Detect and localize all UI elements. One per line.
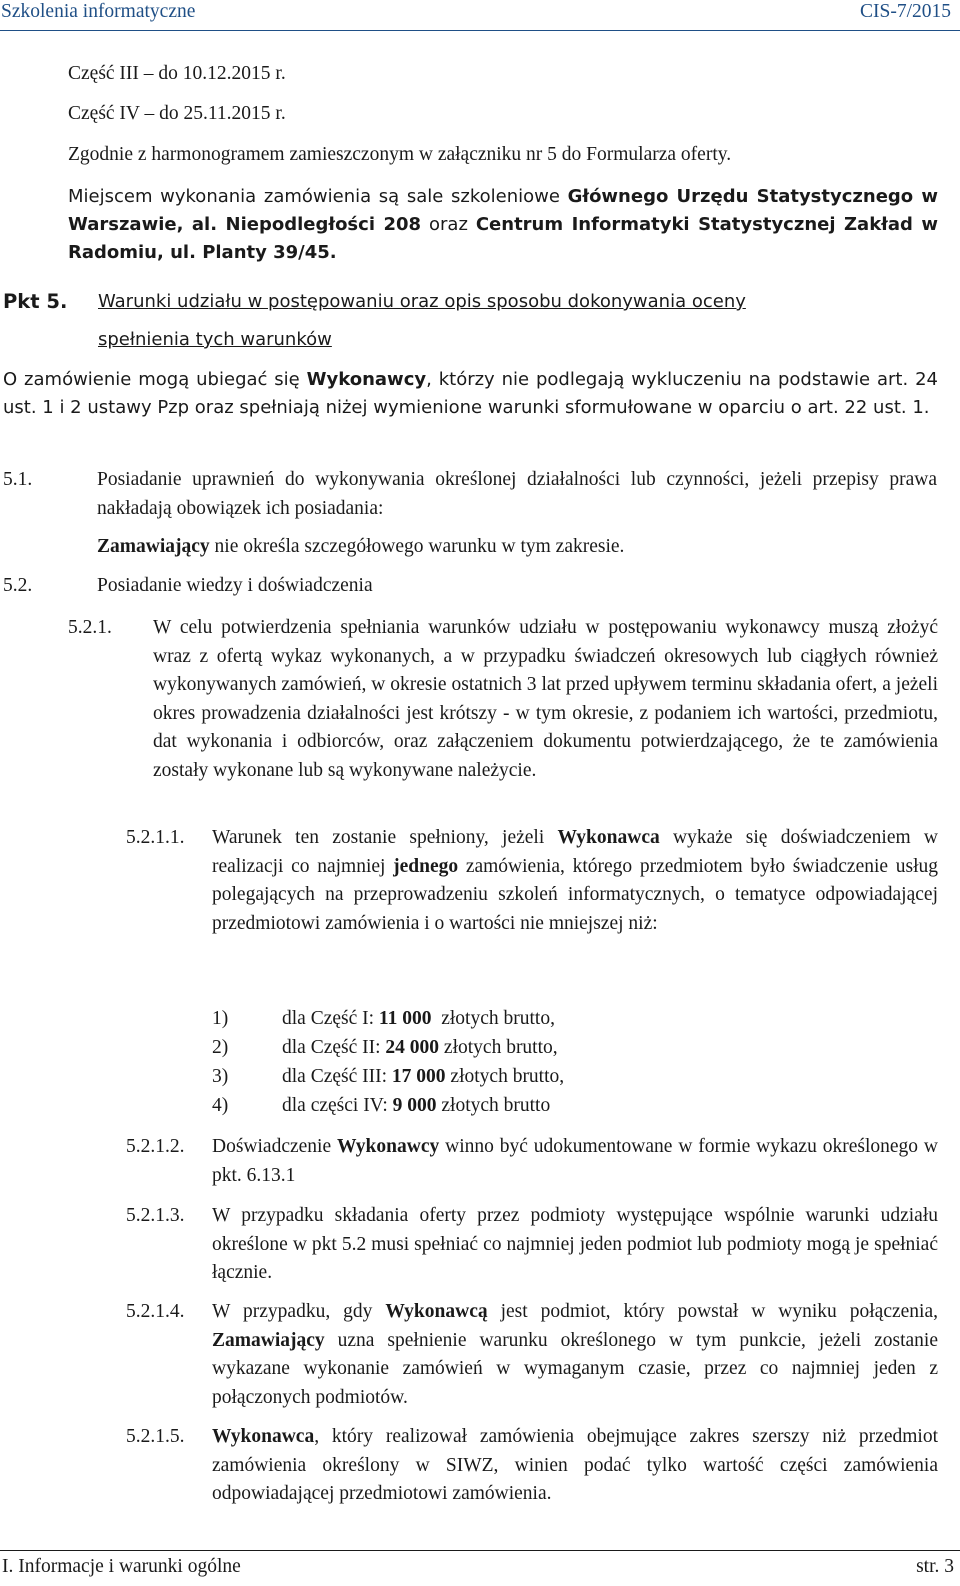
section-number-5-2-1-4: 5.2.1.4. xyxy=(126,1301,185,1322)
list-item: 2) dla Część II: 24 000 złotych brutto, xyxy=(212,1037,558,1058)
header-doc-id: CIS-7/2015 xyxy=(859,1,951,22)
list-item: 4) dla części IV: 9 000 złotych brutto xyxy=(212,1095,551,1116)
section-5-2-1-text: W celu potwierdzenia spełniania warunków udziału w postępowaniu wykonawcy muszą złożyć wraz z ofertą wykaz wykonanych, a w przypadku świadczeń okresowych lub ciągłych również wykonywanych zamówień, w okresie ostatnich 3 lat przed upływem terminu składania ofert, a jeżeli okres prowadzenia działalności jest krótszy - w tym okresie, z podaniem ich wartości, przedmiotu, dat wykonania i odbiorców, oraz załączeniem dokumentu potwierdzającego, że te zamówienia zostały wykonane lub są wykonywane należycie. xyxy=(153,617,938,781)
list-item: 3) dla Część III: 17 000 złotych brutto, xyxy=(212,1066,565,1087)
section-5-2-title: Posiadanie wiedzy i doświadczenia xyxy=(97,575,373,596)
section-number-5-2: 5.2. xyxy=(3,575,33,596)
section-title-pkt5-line2: spełnienia tych warunków xyxy=(98,329,332,350)
intro-line-3: Zgodnie z harmonogramem zamieszczonym w załączniku nr 5 do Formularza oferty. xyxy=(68,144,732,165)
place-paragraph: Miejscem wykonania zamówienia są sale szkoleniowe Głównego Urzędu Statystycznego w Warszawie, al. Niepodległości 208 oraz Centrum Informatyki Statystycznej Zakład w Radomiu, ul. Planty 39/45. xyxy=(68,186,938,263)
footer-section-title: I. Informacje i warunki ogólne xyxy=(2,1556,241,1577)
section-5-1-text: Posiadanie uprawnień do wykonywania określonej działalności lub czynności, jeżeli przepisy prawa nakładają obowiązek ich posiadania: xyxy=(97,469,937,519)
page-header xyxy=(0,0,960,31)
section-number-5-2-1-2: 5.2.1.2. xyxy=(126,1136,185,1157)
page-footer xyxy=(0,1550,960,1586)
section-5-1-note: Zamawiający nie określa szczegółowego warunku w tym zakresie. xyxy=(97,536,625,557)
section-5-2-1-4-text: W przypadku, gdy Wykonawcą jest podmiot, który powstał w wyniku połączenia, Zamawiający uzna spełnienie warunku określonego w tym punkcie, jeżeli zostanie wykazane wykonanie zamówień w wymaganym czasie, przez co najmniej jeden z połączonych podmiotów. xyxy=(212,1301,938,1408)
section-title-pkt5: Warunki udziału w postępowaniu oraz opis sposobu dokonywania oceny xyxy=(98,291,746,312)
section-5-2-1-2-text: Doświadczenie Wykonawcy winno być udokumentowane w formie wykazu określonego w pkt. 6.13.1 xyxy=(212,1136,938,1186)
section-number-5-2-1-5: 5.2.1.5. xyxy=(126,1426,185,1447)
section-label-pkt5: Pkt 5. xyxy=(3,290,68,313)
conditions-paragraph: O zamówienie mogą ubiegać się Wykonawcy, którzy nie podlegają wykluczeniu na podstawie art. 24 ust. 1 i 2 ustawy Pzp oraz spełniają niżej wymienione warunki sformułowane w oparciu o art. 22 ust. 1. xyxy=(3,369,938,418)
list-item: 1) dla Część I: 11 000 złotych brutto, xyxy=(212,1008,555,1029)
intro-line-1: Część III – do 10.12.2015 r. xyxy=(68,63,286,84)
section-5-2-1-5-text: Wykonawca, który realizował zamówienia obejmujące zakres szerszy niż przedmiot zamówienia określony w SIWZ, winien podać tylko wartość części zamówienia odpowiadającej przedmiotowi zamówienia. xyxy=(212,1426,938,1504)
section-number-5-2-1-3: 5.2.1.3. xyxy=(126,1205,185,1226)
intro-line-2: Część IV – do 25.11.2015 r. xyxy=(68,103,286,124)
header-title: Szkolenia informatyczne xyxy=(1,1,196,22)
footer-page-number: str. 3 xyxy=(916,1556,954,1577)
section-number-5-2-1-1: 5.2.1.1. xyxy=(126,827,185,848)
section-number-5-1: 5.1. xyxy=(3,469,33,490)
section-5-2-1-3-text: W przypadku składania oferty przez podmioty występujące wspólnie warunki udziału określone w pkt 5.2 musi spełniać co najmniej jeden podmiot lub podmioty mogą je spełniać łącznie. xyxy=(212,1205,938,1283)
section-number-5-2-1: 5.2.1. xyxy=(68,617,112,638)
section-5-2-1-1-text: Warunek ten zostanie spełniony, jeżeli Wykonawca wykaże się doświadczeniem w realizacji co najmniej jednego zamówienia, którego przedmiotem było świadczenie usług polegających na przeprowadzeniu szkoleń informatycznych, o tematyce odpowiadającej przedmiotowi zamówienia i o wartości nie mniejszej niż: xyxy=(212,827,938,934)
